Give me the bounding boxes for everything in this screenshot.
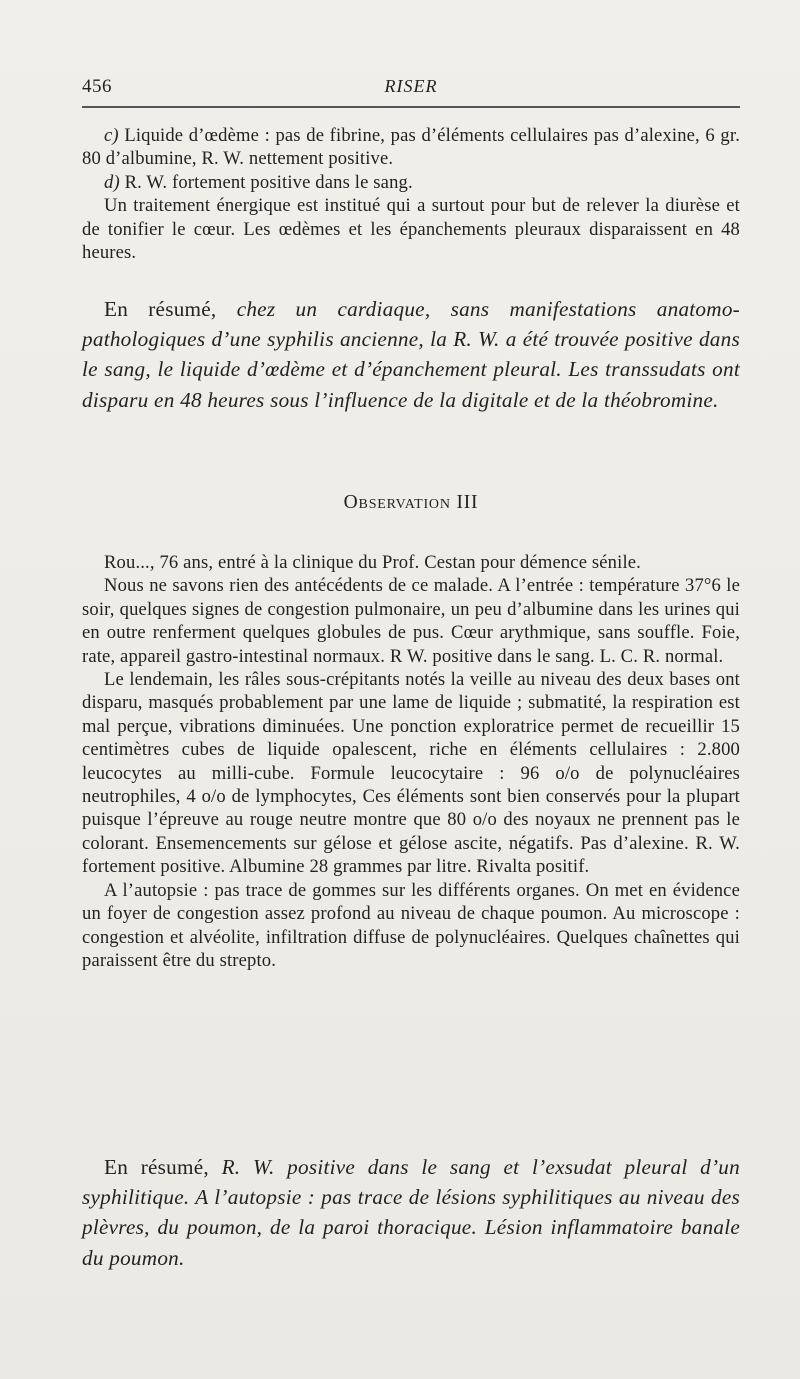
finding-c [82, 124, 740, 171]
summary-two [82, 294, 740, 415]
summary-three-paragraph [82, 1152, 740, 1273]
summary-two-paragraph [82, 294, 740, 415]
observation-paragraph-4: A l’autopsie : pas trace de gommes sur les différents organes. On met en évidence un foyer de congestion assez profond au niveau de chaque poumon. Au microscope : congestion et alvéolite, infiltration diffuse de polynucléaires. Quelques chaînettes qui paraissent être du strepto. [82, 879, 740, 971]
observation-heading-number: III [456, 492, 479, 513]
finding-c-text: Liquide d’œdème : pas de fibrine, pas d’éléments cellulaires pas d’alexine, 6 gr. 80 d’albumine, R. W. nettement positive. [82, 125, 740, 170]
running-title: RISER [384, 76, 438, 96]
page-header [82, 76, 740, 104]
treatment-paragraph: Un traitement énergique est institué qui a surtout pour but de relever la diurèse et de tonifier le cœur. Les œdèmes et les épanchements pleuraux disparaissent en 48 heures. [82, 195, 740, 264]
observation-three [82, 551, 740, 972]
finding-c-label: c) [104, 125, 119, 146]
finding-d-text: R. W. fortement positive dans le sang. [119, 171, 413, 193]
case-two-findings [82, 124, 740, 264]
observation-heading-label: Observation [343, 492, 451, 513]
header-rule [82, 106, 740, 108]
finding-d-label: d) [104, 171, 120, 193]
observation-paragraph-2: Nous ne savons rien des antécédents de ce malade. A l’entrée : température 37°6 le soir, quelques signes de congestion pulmonaire, un peu d’albumine dans les urines qui en outre renferment quelques globules de pus. Cœur arythmique, sans souffle. Foie, rate, appareil gastro-intestinal normaux. R W. positive dans le sang. L. C. R. normal. [82, 575, 740, 667]
finding-d [82, 171, 740, 194]
observation-paragraph-1: Rou..., 76 ans, entré à la clinique du Prof. Cestan pour démence sénile. [104, 552, 641, 573]
summary-two-lead: En résumé, [104, 297, 237, 321]
observation-paragraph-3: Le lendemain, les râles sous-crépitants notés la veille au niveau des deux bases ont disparu, masqués probablement par une lame de liquide ; submatité, la respiration est mal perçue, vibrations diminuées. Une ponction exploratrice permet de recueillir 15 centimètres cubes de liquide opalescent, riche en éléments cellulaires : 2.800 leucocytes au milli-cube. Formule leucocytaire : 96 o/o de polynucléaires neutrophiles, 4 o/o de lymphocytes, Ces éléments sont bien conservés pour la plupart puisque l’épreuve au rouge neutre montre que 80 o/o des noyaux ne prennent pas le colorant. Ensemencements sur gélose et gélose ascite, négatifs. Pas d’alexine. R. W. fortement positive. Albumine 28 grammes par litre. Rivalta positif. [82, 669, 740, 878]
summary-three [82, 1152, 740, 1273]
observation-heading [82, 492, 740, 514]
summary-three-lead: En résumé, [104, 1155, 222, 1179]
summary-three-italic: R. W. positive dans le sang et l’exsudat pleural d’un syphilitique. A l’autopsie : pas trace de lésions syphilitiques au niveau des plèvres, du poumon, de la paroi thoracique. Lésion inflammatoire banale du poumon. [82, 1155, 740, 1270]
page-number: 456 [82, 76, 112, 97]
summary-two-italic: chez un cardiaque, sans manifestations anatomo-pathologiques d’une syphilis ancienne, la R. W. a été trouvée positive dans le sang, le liquide d’œdème et d’épanchement pleural. Les transsudats ont disparu en 48 heures sous l’influence de la digitale et de la théobromine. [82, 297, 740, 412]
